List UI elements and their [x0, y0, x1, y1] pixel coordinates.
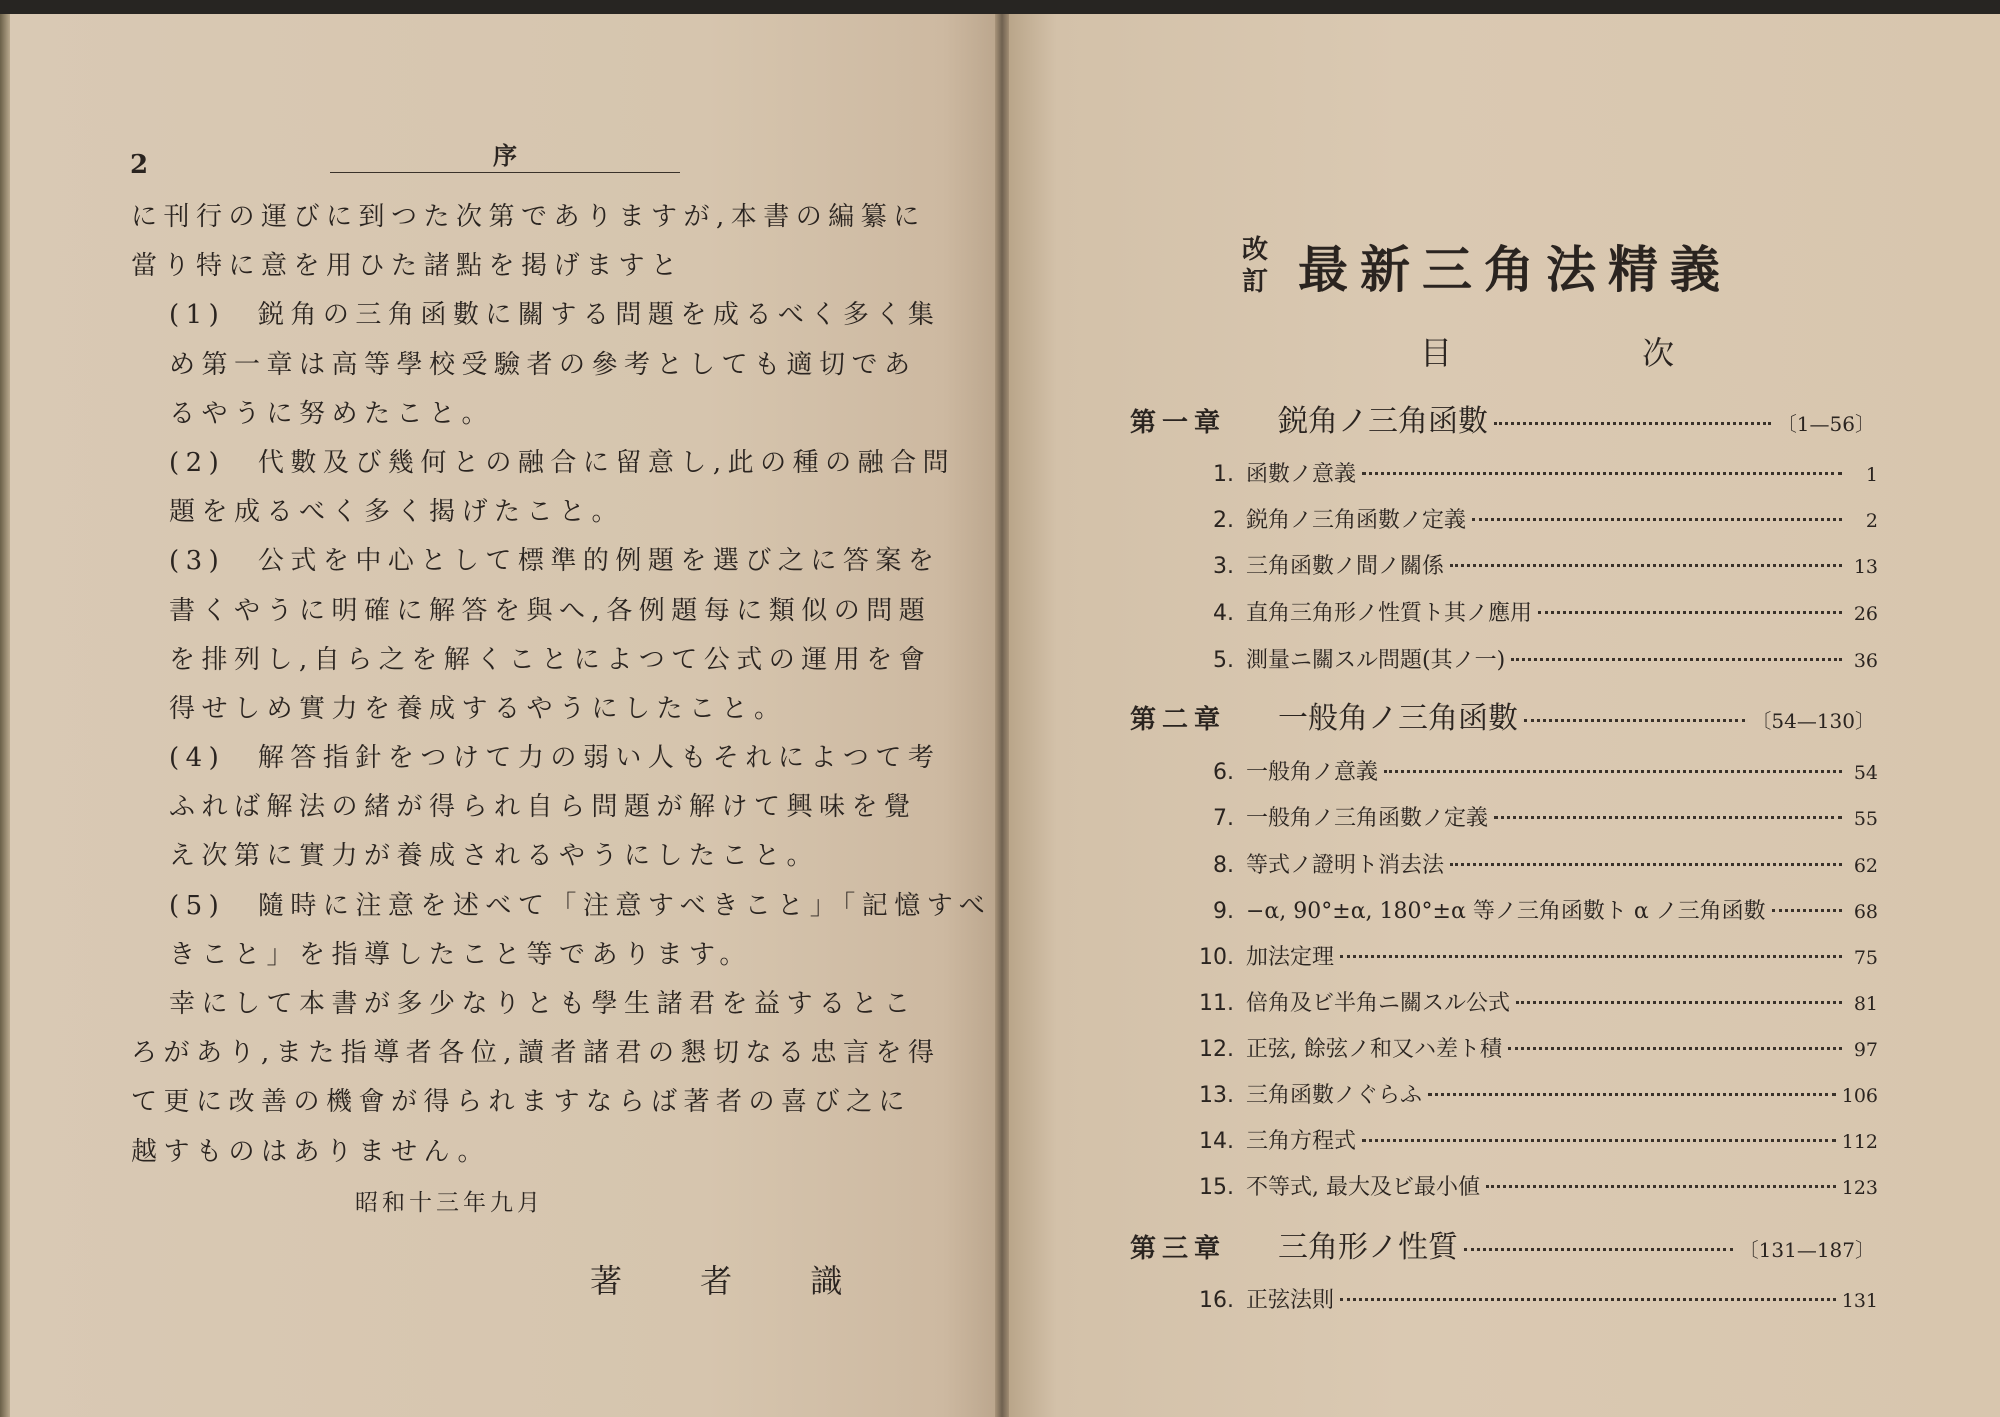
preface-line: 題を成るべく多く揭げたこと。 [169, 497, 625, 528]
preface-line: に刊行の運びに到つた次第でありますが,本書の編纂に [131, 202, 926, 232]
item-number: 1. [1213, 462, 1234, 487]
running-head: 序 [330, 136, 680, 173]
toc-item[interactable] [1190, 986, 1878, 1017]
item-name: 一般角ノ意義 [1246, 760, 1379, 785]
item-name: 正弦法則 [1246, 1288, 1335, 1313]
leader-dots [1494, 422, 1771, 425]
item-page: 36 [1853, 650, 1878, 672]
leader-dots [1494, 816, 1842, 819]
chapter-range: 〔1—56〕 [1776, 412, 1875, 436]
title-main: 最新三角法精義 [1298, 240, 1732, 299]
item-number: 8. [1213, 853, 1234, 878]
leader-dots [1450, 863, 1842, 866]
chapter-name: 一般角ノ三角函數 [1278, 701, 1518, 736]
item-number: 16. [1199, 1288, 1234, 1313]
item-name: 三角函數ノ間ノ關係 [1246, 554, 1445, 579]
item-name: 函數ノ意義 [1246, 462, 1357, 487]
book-gutter [995, 14, 1009, 1417]
toc-item[interactable] [1190, 1283, 1878, 1314]
item-name: −α, 90°±α, 180°±α 等ノ三角函數ト α ノ三角函數 [1246, 899, 1766, 924]
item-name: 一般角ノ三角函數ノ定義 [1246, 806, 1489, 831]
preface-line: (1) 鋭角の三角函數に關する問題を成るべく多く集 [169, 300, 941, 331]
item-number: 6. [1213, 760, 1234, 785]
item-page: 81 [1853, 993, 1878, 1015]
item-page: 55 [1853, 808, 1878, 830]
leader-dots [1486, 1185, 1836, 1188]
leader-dots [1340, 955, 1842, 958]
item-page: 54 [1853, 762, 1878, 784]
toc-item[interactable] [1190, 755, 1878, 786]
item-name: 三角方程式 [1246, 1129, 1357, 1154]
leader-dots [1524, 719, 1745, 722]
author-signature: 著 者 識 [590, 1262, 877, 1300]
item-number: 10. [1199, 945, 1234, 970]
toc-chapter[interactable] [1130, 396, 1875, 440]
preface-date: 昭和十三年九月 [355, 1190, 544, 1216]
item-page: 131 [1841, 1290, 1878, 1312]
preface-line: を排列し,自ら之を解くことによつて公式の運用を會 [169, 644, 932, 675]
preface-text [131, 193, 992, 1177]
leader-dots [1516, 1001, 1842, 1004]
item-number: 7. [1213, 806, 1234, 831]
leader-dots [1772, 909, 1842, 912]
item-name: 鋭角ノ三角函數ノ定義 [1246, 508, 1467, 533]
left-cover-edge [0, 14, 10, 1417]
preface-line: るやうに努めたこと。 [169, 398, 495, 429]
leader-dots [1450, 564, 1842, 567]
item-page: 106 [1841, 1085, 1878, 1107]
item-name: 三角函數ノぐらふ [1246, 1083, 1423, 1108]
item-name: 加法定理 [1246, 945, 1335, 970]
item-number: 13. [1199, 1083, 1234, 1108]
toc-item[interactable] [1190, 503, 1878, 534]
item-name: 倍角及ビ半角ニ關スル公式 [1246, 991, 1511, 1016]
toc-item[interactable] [1190, 596, 1878, 627]
leader-dots [1384, 770, 1842, 773]
leader-dots [1362, 472, 1842, 475]
item-page: 75 [1853, 947, 1878, 969]
chapter-label: 第二章 [1130, 705, 1227, 735]
chapter-label: 第一章 [1130, 408, 1227, 438]
preface-line: (5) 隨時に注意を述べて「注意すべきこと」「記憶すべ [169, 890, 992, 921]
toc-item[interactable] [1190, 1078, 1878, 1109]
item-number: 3. [1213, 554, 1234, 579]
item-page: 62 [1853, 855, 1878, 877]
toc-item[interactable] [1190, 940, 1878, 971]
item-number: 4. [1213, 601, 1234, 626]
leader-dots [1511, 658, 1842, 661]
toc-item[interactable] [1190, 894, 1878, 925]
item-page: 112 [1841, 1131, 1878, 1153]
chapter-name: 鋭角ノ三角函數 [1278, 404, 1488, 439]
leader-dots [1362, 1139, 1836, 1142]
item-name: 正弦, 餘弦ノ和又ハ差ト積 [1246, 1037, 1502, 1062]
book-title [1242, 226, 1762, 306]
toc-chapter[interactable] [1130, 1222, 1875, 1266]
preface-line: きこと」を指導したこと等であります。 [169, 939, 752, 970]
toc-chapter[interactable] [1130, 693, 1875, 737]
item-page: 13 [1853, 556, 1878, 578]
preface-line: め第一章は高等學校受驗者の參考としても適切であ [169, 349, 917, 380]
item-page: 97 [1853, 1039, 1878, 1061]
preface-line: え次第に實力が養成されるやうにしたこと。 [169, 841, 820, 872]
toc-item[interactable] [1190, 1032, 1878, 1063]
toc-item[interactable] [1190, 1124, 1878, 1155]
item-page: 123 [1841, 1177, 1878, 1199]
leader-dots [1340, 1298, 1836, 1301]
preface-line: ふれば解法の緒が得られ自ら問題が解けて興味を覺 [169, 792, 917, 823]
item-page: 26 [1853, 603, 1878, 625]
toc-item[interactable] [1190, 1170, 1878, 1201]
item-name: 不等式, 最大及ビ最小値 [1246, 1175, 1480, 1200]
chapter-range: 〔131—187〕 [1738, 1238, 1875, 1262]
leader-dots [1538, 611, 1842, 614]
leader-dots [1464, 1248, 1733, 1251]
preface-line: 越すものはありません。 [131, 1136, 491, 1167]
preface-line: 書くやうに明確に解答を與へ,各例題每に類似の問題 [169, 595, 932, 626]
chapter-name: 三角形ノ性質 [1278, 1230, 1458, 1265]
item-page: 68 [1853, 901, 1878, 923]
item-number: 14. [1199, 1129, 1234, 1154]
leader-dots [1428, 1093, 1836, 1096]
item-number: 5. [1213, 648, 1234, 673]
toc-item[interactable] [1190, 549, 1878, 580]
preface-line: 幸にして本書が多少なりとも學生諸君を益するとこ [169, 989, 917, 1019]
item-name: 直角三角形ノ性質ト其ノ應用 [1246, 601, 1533, 626]
leader-dots [1508, 1047, 1842, 1050]
toc-item[interactable] [1190, 643, 1878, 674]
toc-item[interactable] [1190, 801, 1878, 832]
leader-dots [1472, 518, 1842, 521]
item-number: 9. [1213, 899, 1234, 924]
item-name: 等式ノ證明ト消去法 [1246, 853, 1445, 878]
item-number: 12. [1199, 1037, 1234, 1062]
item-number: 11. [1199, 991, 1234, 1016]
item-number: 2. [1213, 508, 1234, 533]
page-number: 2 [130, 150, 149, 180]
preface-line: 當り特に意を用ひた諸點を掲げますと [131, 251, 684, 282]
preface-line: て更に改善の機會が得られますならば著者の喜び之に [131, 1087, 912, 1118]
preface-line: ろがあり,また指導者各位,讀者諸君の懇切なる忠言を得 [131, 1038, 941, 1069]
item-page: 2 [1865, 510, 1878, 532]
preface-line: (4) 解答指針をつけて力の弱い人もそれによつて考 [169, 743, 941, 774]
item-name: 測量ニ關スル問題(其ノ一) [1246, 648, 1506, 673]
chapter-label: 第三章 [1130, 1234, 1227, 1264]
item-number: 15. [1199, 1175, 1234, 1200]
chapter-range: 〔54—130〕 [1751, 709, 1875, 733]
preface-line: 得せしめ實力を養成するやうにしたこと。 [169, 693, 787, 724]
title-prefix: 改訂 [1242, 235, 1269, 297]
preface-line: (3) 公式を中心として標準的例題を選び之に答案を [169, 546, 941, 577]
toc-heading: 目 次 [1420, 334, 1765, 372]
item-page: 1 [1865, 464, 1878, 486]
toc-item[interactable] [1190, 848, 1878, 879]
toc-item[interactable] [1190, 457, 1878, 488]
preface-line: (2) 代數及び幾何との融合に留意し,此の種の融合問 [169, 447, 956, 478]
